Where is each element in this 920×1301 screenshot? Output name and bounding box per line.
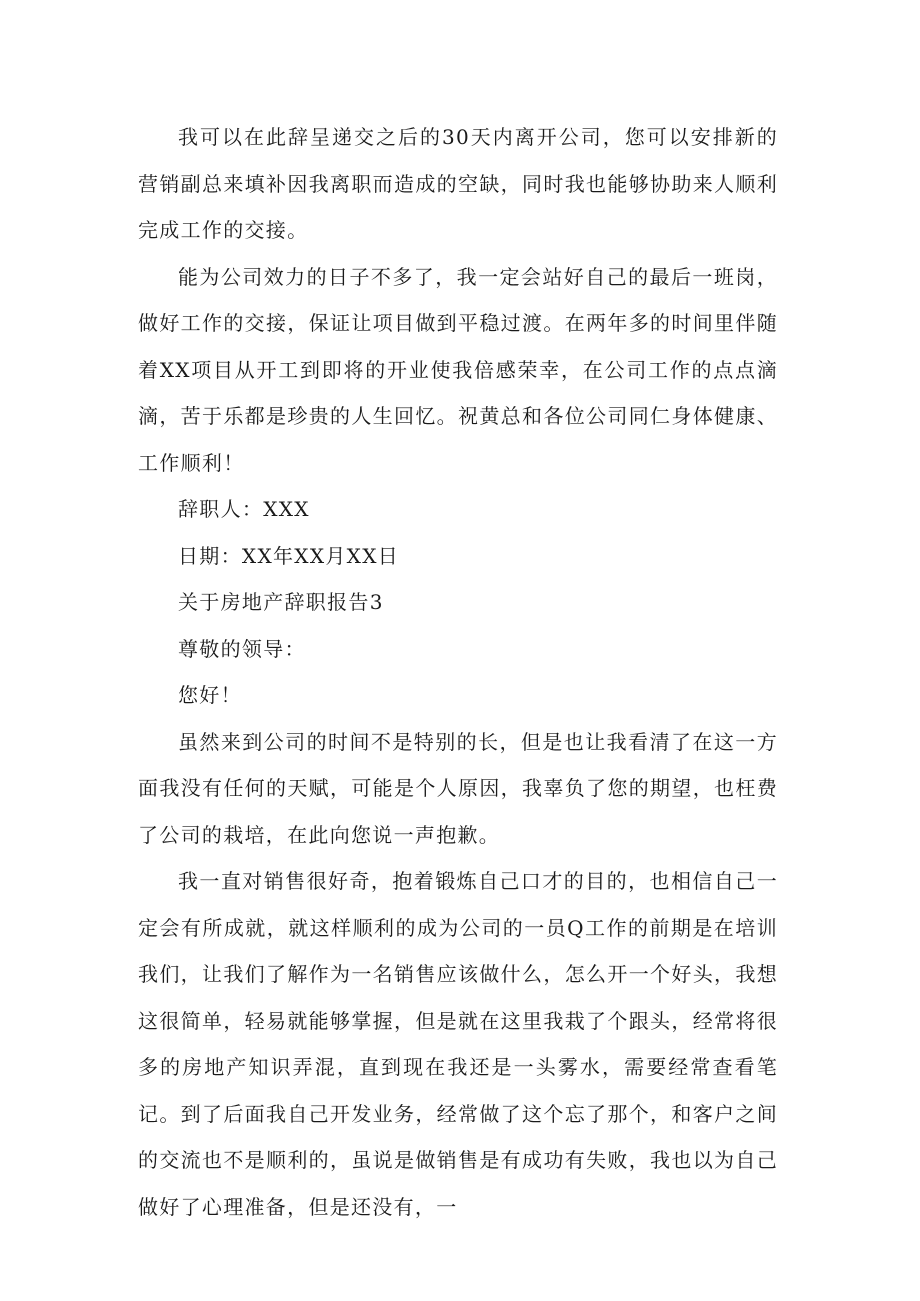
paragraph-departure-notice: 我可以在此辞呈递交之后的30天内离开公司，您可以安排新的营销副总来填补因我离职而造成的空缺，同时我也能够协助来人顺利完成工作的交接。	[138, 125, 778, 242]
greeting: 您好！	[178, 683, 242, 707]
salutation: 尊敬的领导：	[178, 636, 306, 661]
section-title: 关于房地产辞职报告3	[178, 590, 384, 614]
signature-line: 辞职人：XXX	[178, 497, 310, 521]
paragraph-sales-experience: 我一直对销售很好奇，抱着锻炼自己口才的目的，也相信自己一定会有所成就，就这样顺利的成为公司的一员Q工作的前期是在培训我们，让我们了解作为一名销售应该做什么，怎么开一个好头，我想这很简单，轻易就能够掌握，但是就在这里我栽了个跟头，经常将很多的房地产知识弄混，直到现在我还是一头雾水，需要经常查看笔记。到了后面我自己开发业务，经常做了这个忘了那个，和客户之间的交流也不是顺利的，虽说是做销售是有成功有失败，我也以为自己做好了心理准备，但是还没有，一	[138, 869, 778, 1219]
document-page	[138, 114, 778, 1230]
date-line: 日期：XX年XX月XX日	[178, 543, 400, 568]
paragraph-apology: 虽然来到公司的时间不是特别的长，但是也让我看清了在这一方面我没有任何的天赋，可能是个人原因，我辜负了您的期望，也枉费了公司的栽培，在此向您说一声抱歉。	[138, 729, 778, 847]
paragraph-handover-thanks: 能为公司效力的日子不多了，我一定会站好自己的最后一班岗，做好工作的交接，保证让项目做到平稳过渡。在两年多的时间里伴随着XX项目从开工到即将的开业使我倍感荣幸，在公司工作的点点滴滴，苦于乐都是珍贵的人生回忆。祝黄总和各位公司同仁身体健康、工作顺利！	[138, 264, 778, 475]
